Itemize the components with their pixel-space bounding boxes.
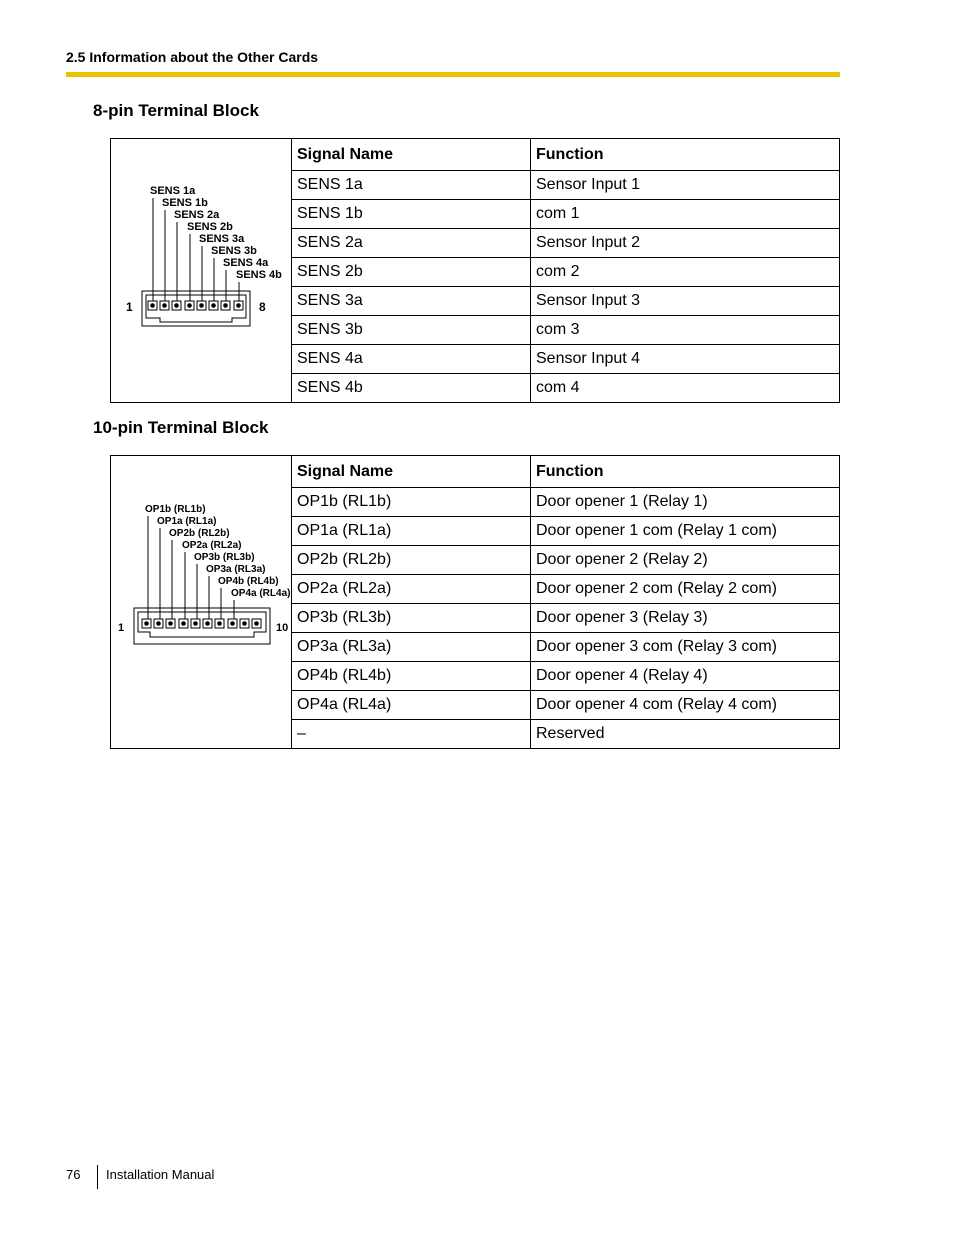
block8-pin-label: SENS 1b — [162, 197, 208, 209]
function-cell: com 4 — [531, 374, 840, 403]
block10-pin-label: OP1a (RL1a) — [157, 516, 217, 527]
signal-cell: SENS 2a — [292, 229, 531, 258]
signal-cell: SENS 3b — [292, 316, 531, 345]
function-cell: com 2 — [531, 258, 840, 287]
block10-table — [110, 455, 840, 749]
function-cell: com 1 — [531, 200, 840, 229]
block10-pin-contacts — [142, 619, 261, 628]
function-cell: Door opener 1 (Relay 1) — [531, 488, 840, 517]
block8-labels — [150, 185, 282, 281]
footer-divider — [97, 1165, 98, 1189]
block8-diagram-cell — [111, 139, 292, 403]
block8-pin-label: SENS 3a — [199, 233, 245, 245]
signal-cell: SENS 4a — [292, 345, 531, 374]
block8-connector-diagram — [111, 139, 291, 401]
signal-cell: OP2a (RL2a) — [292, 575, 531, 604]
block8-pin-label: SENS 1a — [150, 185, 196, 197]
block10-title: 10-pin Terminal Block — [93, 418, 269, 437]
signal-cell: OP4b (RL4b) — [292, 662, 531, 691]
header-rule — [66, 72, 840, 77]
function-cell: Sensor Input 3 — [531, 287, 840, 316]
signal-cell: OP4a (RL4a) — [292, 691, 531, 720]
function-cell: Sensor Input 4 — [531, 345, 840, 374]
block10-col-function: Function — [531, 456, 840, 488]
block8-col-function: Function — [531, 139, 840, 171]
block10-pin-last: 10 — [276, 622, 289, 634]
block10-pin-label: OP4a (RL4a) — [231, 588, 291, 599]
block10-labels — [145, 504, 290, 599]
block10-pin-label: OP2b (RL2b) — [169, 528, 230, 539]
block8-pin-last: 8 — [259, 300, 266, 314]
signal-cell: OP3b (RL3b) — [292, 604, 531, 633]
block10-col-signal: Signal Name — [292, 456, 531, 488]
block8-pin-label: SENS 4a — [223, 257, 269, 269]
block8-pin-first: 1 — [126, 300, 133, 314]
block10-pin-label: OP3a (RL3a) — [206, 564, 266, 575]
block10-pin-label: OP1b (RL1b) — [145, 504, 206, 515]
signal-cell: SENS 1a — [292, 171, 531, 200]
block8-header-row — [111, 139, 840, 171]
block8-pin-label: SENS 2b — [187, 221, 233, 233]
block8-title: 8-pin Terminal Block — [93, 101, 259, 120]
manual-title: Installation Manual — [106, 1167, 215, 1182]
function-cell: Door opener 4 com (Relay 4 com) — [531, 691, 840, 720]
block10-pin-label: OP2a (RL2a) — [182, 540, 242, 551]
page-number: 76 — [66, 1167, 81, 1182]
signal-cell: SENS 3a — [292, 287, 531, 316]
signal-cell: SENS 4b — [292, 374, 531, 403]
section-header: 2.5 Information about the Other Cards — [66, 49, 319, 65]
block10-pin-label: OP4b (RL4b) — [218, 576, 279, 587]
block8-table — [110, 138, 840, 403]
signal-cell: – — [292, 720, 531, 749]
function-cell: Sensor Input 1 — [531, 171, 840, 200]
block10-header-row — [111, 456, 840, 488]
function-cell: Door opener 2 com (Relay 2 com) — [531, 575, 840, 604]
signal-cell: SENS 2b — [292, 258, 531, 287]
block10-connector-diagram — [111, 456, 291, 748]
function-cell: Door opener 3 com (Relay 3 com) — [531, 633, 840, 662]
signal-cell: OP1a (RL1a) — [292, 517, 531, 546]
signal-cell: SENS 1b — [292, 200, 531, 229]
function-cell: Reserved — [531, 720, 840, 749]
function-cell: Door opener 2 (Relay 2) — [531, 546, 840, 575]
function-cell: com 3 — [531, 316, 840, 345]
block8-pin-label: SENS 3b — [211, 245, 257, 257]
block10-pin-label: OP3b (RL3b) — [194, 552, 255, 563]
block10-diagram-cell — [111, 456, 292, 749]
block8-pin-contacts — [148, 301, 243, 310]
signal-cell: OP2b (RL2b) — [292, 546, 531, 575]
signal-cell: OP3a (RL3a) — [292, 633, 531, 662]
block8-pin-label: SENS 4b — [236, 269, 282, 281]
block8-pin-label: SENS 2a — [174, 209, 220, 221]
block8-col-signal: Signal Name — [292, 139, 531, 171]
function-cell: Door opener 4 (Relay 4) — [531, 662, 840, 691]
function-cell: Door opener 3 (Relay 3) — [531, 604, 840, 633]
function-cell: Door opener 1 com (Relay 1 com) — [531, 517, 840, 546]
signal-cell: OP1b (RL1b) — [292, 488, 531, 517]
function-cell: Sensor Input 2 — [531, 229, 840, 258]
block10-pin-first: 1 — [118, 622, 125, 634]
